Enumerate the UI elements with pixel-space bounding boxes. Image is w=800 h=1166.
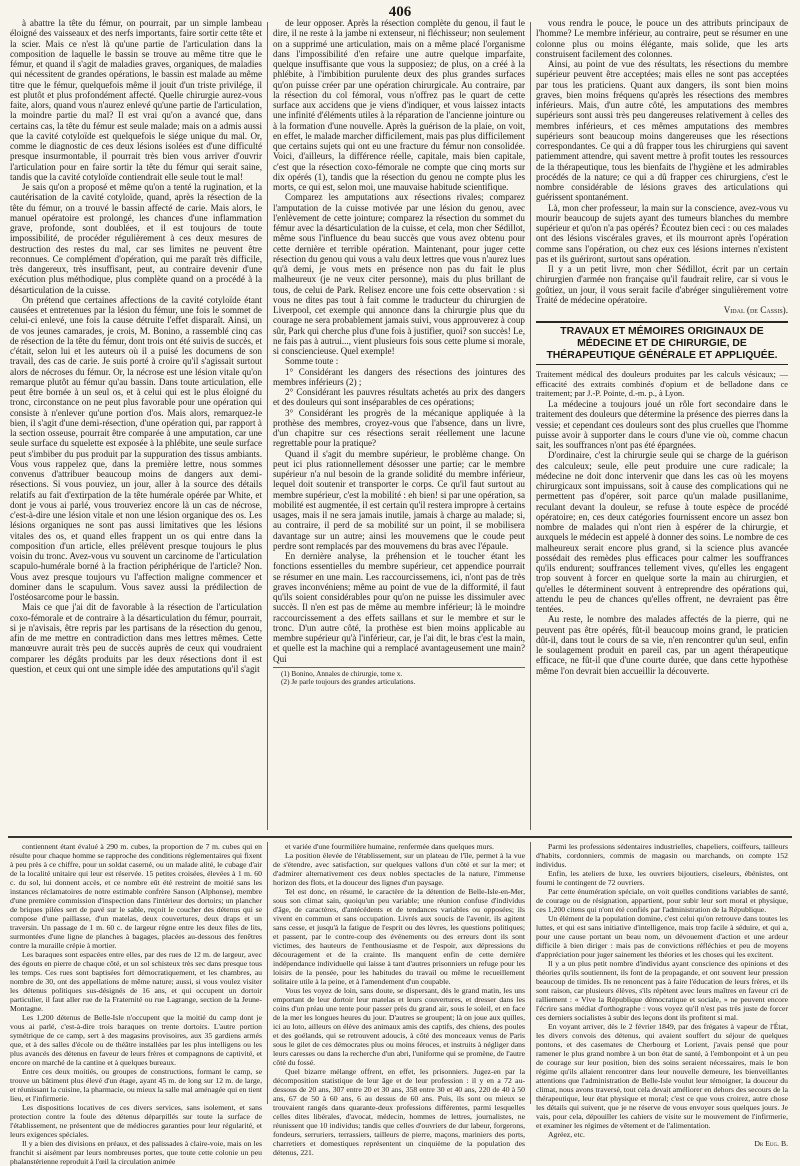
paragraph: contiennent étant évalué à 290 m. cubes, la proportion de 7 m. cubes qui en résulte pour chaque homme se rapproche des conditions réglementaires qui fixent à peu près à ce chiffre, pour un soldat caserné, ou un malade alité, le cubage d'air de la localité unitaire qui leur est réservée. 15 petites croisées, élevées à 1 m. 60 c. du sol, lui donnent accès, et ce nombre eût été restreint de moitié sans les instances réclamatoires de notre estimable confrère Sanson (Alphonse), membre d'une première commission d'inspection dans l'intérieur des dortoirs; un plancher de briques pilées sert de pavé sur le sable, reçoit le coucher des détenus qui se compose d'une paillasse, d'un matelas, deux couvertures, deux draps et un traversin. Un passage de 1 m. 60 c. de largeur règne entre les deux files de lits, surmontées d'une ligne de planches à bagages, placées au-dessous des fenêtres contre la muraille crépie à mortier. — [10, 842, 262, 950]
paragraph: Quel bizarre mélange offrent, en effet, les prisonniers. Jugez-en par la décomposition statistique de leur âge et de leur profession : il y en a 72 au-dessous de 20 ans, 307 entre 20 et 30 ans, 358 entre 30 et 40 ans, 220 de 40 à 50 ans, 67 de 50 à 60 ans, 6 au dessus de 60 ans. Puis, ils sont ou mieux se trouvaient rangés dans quarante-deux professions différentes, parmi lesquelles celles dites libérales, d'avocat, médecin, hommes de lettres, journalistes, ne réunissent que 10 individus; tandis que celles d'ouvriers de dur labeur, forgerons, fondeurs, serruriers, terrassiers, tailleurs de pierre, maçons, mariniers des ports, charretiers et domestiques représentent un cinquième de la population des détenus, 221. — [273, 1067, 525, 1157]
paragraph: Il y a bien des divisions en préaux, et des palissades à claire-voie, mais on les franchit si aisément par leurs nombreuses portes, que toute cette colonie un peu phalanstérienne reproduit à l'œil la circulation animée — [10, 1139, 262, 1166]
lower-column-3-body — [536, 842, 788, 1139]
paragraph: Là, mon cher professeur, la main sur la conscience, avez-vous vu mourir beaucoup de sujets ayant des tumeurs blanches du membre supérieur et qu'on n'a pas opérés? Écoutez bien ceci : ou ces malades ont des lésions viscérales graves, et ils mourront après l'opération comme sans l'opération, ou chez eux ces lésions internes n'existent pas et ils guériront, surtout sans opération. — [536, 202, 788, 264]
upper-column-2-body — [273, 18, 525, 664]
paragraph: La position élevée de l'établissement, sur un plateau de l'île, permet à la vue de s'étendre, avec satisfaction, sur quelques vallons d'un côté et sur la mer; et d'admirer alternativement ces deux nobles spectacles de la nature, l'immense horizon des flots, et la douceur des lignes d'un paysage. — [273, 851, 525, 887]
paragraph: et variée d'une fourmilière humaine, renfermée dans quelques murs. — [285, 842, 494, 851]
article-body — [536, 399, 788, 676]
paragraph: Comparez les amputations aux résections rivales; comparez l'amputation de la cuisse motivée par une lésion du genou, avec l'enlèvement de cette jointure; comparez la résection du sommet du fémur avec la désarticulation de la cuisse, et cela, mon cher Sédillot, même sous l'influence du beau succès que vous avez obtenu pour cette dernière et terrible opération. Maintenant, pour juger cette résection du genou qui vous a valu deux lettres que vous n'aurez lues qu'à demi, je vous mets en présence non pas du fait le plus malheureux (je ne veux citer personne), mais du plus brillant de tous, de celui de Park. Relisez encore une fois cette observation : si vous ne dites pas tout à fait comme le traducteur du chirurgien de Liverpool, cet exemple qui annonce dans la chirurgie plus que du courage ne sera probablement jamais suivi, vous approuverez à coup sûr, Park qui cherche plus d'une fois à justifier, quoi? son succès! Le, ne fais pas à autrui..., vient plusieurs fois sous cette plume si morale, si consciencieuse. Quel exemple! — [273, 192, 525, 356]
paragraph: Les dispositions locatives de ces divers services, sans isolement, et sans protection contre la foule des détenus déparpillés sur toute la surface de l'établissement, ne présentent que de médiocres garanties pour leur régularité, et leurs exigences spéciales. — [10, 1103, 262, 1139]
paragraph: Parmi les professions sédentaires industrielles, chapeliers, coiffeurs, tailleurs d'habits, cordonniers, commis de magasin ou marchands, on compte 152 individus. — [536, 842, 788, 869]
upper-column-3 — [536, 18, 788, 830]
upper-column-1 — [10, 18, 262, 830]
paragraph: Quand il s'agit du membre supérieur, le problème change. On peut ici plus rationnellement désosser une partie; car le membre supérieur n'a nul besoin de la grande solidité du membre inférieur, lequel doit soutenir et transporter le corps. Ce qu'il faut surtout au membre supérieur, c'est la mobilité : eh bien! si par une opération, sa mobilité est augmentée, il est certain qu'il restera impropre à certains usages, mais il ne sera jamais inutile, jamais à charge au malade; si, au contraire, il perd de sa mobilité sur un point, il se mobilisera davantage sur un autre; ainsi les mouvemens que le coude peut perdre sont remplacés par des mouvemens du bras avec l'épaule. — [273, 448, 525, 551]
signature-eug-b: Dr Eug. B. — [754, 1139, 788, 1148]
footnote-2: (2) Je parle toujours des grandes articulations. — [281, 677, 416, 687]
footnote-1: (1) Bonino, Annales de chirurgie, tome x. — [281, 668, 403, 678]
letter-conclusion — [536, 18, 788, 305]
column-rule — [267, 22, 268, 830]
paragraph: Je sais qu'on a proposé et même qu'on a tenté la rugination, et la cautérisation de la cavité cotyloïde, quand, après la résection de la tête du fémur, on a trouvé le bassin affecté de carie. Mais alors, le manuel opératoire est prolongé, les chances d'une inflammation grave, profonde, sont doublées, et il est toujours de toute impossibilité, de procéder régulièrement à ces deux mesures de destruction des restes du mal, car ses limites ne peuvent être reconnues. Ce complément d'opération, qui me paraît très difficile, très dangereux, très insuffisant, peut, au contraire devenir d'une exécution plus méthodique, plus complète quand on a procédé à la désarticulation de la cuisse. — [10, 182, 262, 295]
footnotes — [273, 667, 525, 687]
paragraph: Tel est donc, en résumé, le caractère de la détention de Belle-Isle-en-Mer, sous son climat sain, quoiqu'un peu variable; une réunion confuse d'individus d'âge, de caractères, d'antécédents et de tendances variables ou opposées; ils vivent en commun et sans occupation. Livrés aux soucis de l'avenir, ils agitent sans cesse, et jusqu'à la fatigue de l'esprit ou des lèvres, les questions politiques; et passent, par le contre-coup des événements ou des erreurs dont ils sont victimes, des hauteurs de l'enthousiasme et de l'espoir, aux dépressions du découragement et de la crainte. Ils manquent enfin de cette dernière indépendance individuelle qui laisse à tant d'autres prisonniers un refuge pour les loisirs de la pensée, pour les habitudes du travail ou même le recueillement solitaire utile à la peine, et à l'amendement d'un coupable. — [273, 887, 525, 986]
paragraph: 1° Considérant les dangers des résections des jointures des membres inférieurs (2) ; — [273, 366, 525, 387]
paragraph: Les baraques sont espacées entre elles, par des rues de 12 m. de largeur, avec des égouts en pierre de chaque côté, et un sol schisteux très sec dans presque tous les temps. Ces rues sont baptisées fort démocratiquement, et les chambres, au nombre de 30, ont des appellations de même nature; aussi, si vous voulez visiter les détenus politiques sus-désignés de 16 ans, et qui occupent un dortoir particulier, il faut aller rue de la Fraternité ou rue Lagrange, section de la Jeune-Montagne. — [10, 950, 262, 1013]
paragraph: On prétend que certaines affections de la cavité cotyloïde étant causées et entretenues par la lésion du fémur, une fois le sommet de celui-ci enlevé, une fois la cause détruite l'effet disparaît. Ainsi, un de vos jeunes camarades, je crois, M. Bonino, a rassemblé cinq cas de résection de la tête du fémur, dont trois ont été suivis de succès, et c'était, selon lui et les auteurs où il a puisé les documens de son travail, des cas de carie. Je suis porté à croire qu'il s'agissait surtout alors de nécroses du fémur. Or, la nécrose est une lésion vitale qu'on remarque plutôt au fémur qu'au bassin. Dans toute articulation, elle peut être bornée à un seul os, et à celui qui est le plus éloigné du tronc, circonstance on ne peut plus favorable pour une opération qui consiste à n'enlever qu'une portion d'os. Mais alors, remarquez-le bien, il s'agit d'une demi-résection, d'une opération qui, par rapport à la section osseuse, pourrait être comparée à une amputation, car une seule surface du squelette est exposée à la phlébite, une seule surface peut s'imbiber du pus produit par la suppuration des tissus ambiants. Vous vous rappelez que, dans la première lettre, nous sommes convenus d'attribuer beaucoup moins de dangers aux demi-résections. Si vous pouviez, un jour, aller à la source des détails relatifs au fait d'extirpation de la tête humérale opérée par White, et dont je vous ai parlé, vous trouveriez encore là un cas de nécrose, c'est-à-dire une lésion vitale et non une lésion organique des os. Les lésions organiques ne sont pas aussi limitatives que les lésions vitales des os, et quand elles frappent un os qui entre dans la composition d'un article, elles prélèvent presque toujours le plus voisin du tronc. Avez-vous vu souvent un carcinome de l'articulation scapulo-humérale borné à la fraction périphérique de l'article? Non. Vous avez presque toujours vu l'affection maligne commencer et dominer dans le scapulum. Vous savez aussi la prédilection de l'ostéosarcome pour le bassin. — [10, 294, 263, 602]
paragraph: Un élément de la population domine, c'est celui qu'on retrouve dans toutes les luttes, et qui est sans initiative d'intelligence, mais trop facile à séduire, et qui a, pour une cause portant un beau nom, un dévouement d'action et une ardeur difficile à bien diriger : mais pas de convictions réfléchies et peu de moyens d'appréciation pour juger sainement les théories et les choses qui les excitent. — [536, 914, 788, 959]
lower-column-1 — [10, 842, 262, 1166]
paragraph: Au reste, le nombre des malades affectés de la pierre, qui ne peuvent pas être opérés, fût-il beaucoup moins grand, le praticien dût-il, dans tout le cours de sa vie, n'en rencontrer qu'un seul, enfin le soulagement produit en pareil cas, par un agent thérapeutique efficace, ne fût-il que d'une courte durée, que dans cette hypothèse même l'on devrait bien accueillir la découverte. — [536, 614, 788, 676]
paragraph: D'ordinaire, c'est la chirurgie seule qui se charge de la guérison des calculeux; seule, elle peut produire une cure radicale; la médecine ne doit donc intervenir que dans les cas où les moyens chirurgicaux sont impuissans, soit à cause des complications qui ne permettent pas d'opérer, soit parce qu'un malade pusillanime, reculant devant la douleur, se refuse à toute espèce de procédé opératoire; en, ces deux catégories fournissent encore un assez bon nombre de malades qui n'ont rien à espérer de la chirurgie, et auxquels le médecin est appelé à donner des soins. Le nombre de ces malheureux serait encore plus grand, si la science plus avancée possédait des remèdes plus efficaces pour calmer les souffrances qu'ils endurent; souffrances tellement vives, qu'elles les engagent trop souvent à forcer en quelque sorte la main au chirurgien, et qu'elles le déterminent souvent à entreprendre des opérations qui, attendu le peu de chances qu'elles offrent, ne devraient pas être tentées. — [536, 450, 788, 615]
paragraph: Mais ce que j'ai dit de favorable à la résection de l'articulation coxo-fémorale et de contraire à la désarticulation du fémur, pourrait, si je n'avisais, être repris par les partisans de la résection du genou, afin de me mettre en contradiction dans mes lettres mêmes. Cette manœuvre aurait très peu de succès auprès de ceux qui voudraient comparer les dégâts produits par les deux résections dont il est question, et ceux qui ont une simple idée des amputations qu'il s'agit — [10, 602, 262, 674]
upper-column-2 — [273, 18, 525, 830]
lower-column-3 — [536, 842, 788, 1148]
paragraph: En voyant arriver, dès le 2 février 1849, par des frégates à vapeur de l'État, les divers convois des détenus, qui avaient souffert du séjour de quelques pontons, et des casemates de Cherbourg et Lorient, j'avais pensé que pour ramener le plus grand nombre à un bon état de santé, à l'embonpoint et à un peu de courage sur leur position, bien des soins seraient nécessaires, mais le bon régime qu'ils allaient rencontrer dans leur nouvelle demeure, les bienveillantes attentions que l'administration de Belle-Isle voulut leur témoigner, la douceur du climat, nous avons traversé, tout cela devait améliorer en dehors des secours de la thérapeutique, leur état physique et moral; c'est ce que vous croirez, autre chose les détails qui suivent, que je ne réserve de vous envoyer sous quelques jours. Je vais, pour cela, dépouiller les cahiers de visite sur le mouvement de l'infirmerie, et examiner les régimes de vêtement et de l'alimentation. — [536, 1022, 788, 1130]
paragraph: 2° Considérant les pauvres résultats achetés au prix des dangers et des douleurs qui sont inséparables de ces opérations; — [273, 387, 525, 408]
column-rule — [530, 842, 531, 1104]
paragraph: à abattre la tête du fémur, on pourrait, par un simple lambeau éloigné des vaisseaux et des nerfs importants, faire sortir cette tête et la scier. Mais ce n'est là qu'une partie de l'articulation dans la composition de laquelle le bassin se trouve au même titre que le fémur, et quand il s'agit de maladies graves, organiques, de maladies qui nécessitent de grandes opérations, le bassin est malade au même titre que le fémur, quelquefois même il jouit d'un triste privilége, il est plutôt et plus profondément affecté. Quelle chirurgie aurez-vous faite, alors, quand vous n'aurez enlevé qu'une partie de l'articulation, la moindre partie du mal? Il est vrai qu'on a avancé que, dans certains cas, la tête du fémur est seule malade; mais on a admis aussi que la cavité cotyloïde est quelquefois le siége unique du mal. Or, comme le diagnostic de ces deux lésions isolées est d'une difficulté presque insurmontable, il pourrait très bien vous arriver d'ouvrir l'articulation pour en faire sortir la tête du fémur qui serait saine, tandis que la cavité cotyloïde contiendrait elle seule tout le mal! — [10, 18, 262, 182]
paragraph: de leur opposer. Après la résection complète du genou, il faut le dire, il ne reste à la jambe ni extenseur, ni fléchisseur; non seulement on a supprimé une articulation, mais on a même placé l'organisme dans l'impossibilité d'en refaire une autre quelque imparfaite, quelque insuffisante que vous la supposiez; de plus, on a créé à la phlébite, à l'imbibition purulente deux des plus grandes surfaces qu'on puisse créer par une opération chirurgicale. Au contraire, par la résection du col fémoral, vous n'offrez pas le quart de cette surface aux accidens que je viens d'indiquer, et vous laissez intacts une infinité d'éléments utiles à la réparation de l'ancienne jointure ou à la formation d'une nouvelle. Après la guérison de la plaie, on voit, en effet, le malade marcher difficilement, mais pas plus difficilement que certains sujets qui ont eu une fracture du fémur non consolidée. Voici, d'ailleurs, la différence réelle, capitale, mais bien capitale, c'est que la résection coxo-fémorale ne compte que cinq morts sur dix opérés (1), tandis que la résection du genou ne compte plus les morts, ce qui est, selon moi, une mauvaise habitude scientifique. — [273, 18, 525, 192]
lower-column-2 — [273, 842, 525, 1157]
paragraph: Enfin, les ateliers de luxe, les ouvriers bijoutiers, ciseleurs, ébénistes, ont fourni le contingent de 72 ouvriers. — [536, 869, 788, 887]
paragraph: Les 1,200 détenus de Belle-Isle n'occupent que la moitié du camp dont je vous ai parlé, c'est-à-dire trois baraques on trente dortoirs. L'autre portion symétrique de ce camp, sert à des magasins provisoires, aux 35 gardiens armés que, et à des salles d'école ou de théâtre installées par les plus intelligens ou les plus avancés des détenus en faveur de leurs frères et compagnons de captivité, et encore on marché de la cantine et à quelques bureaux. — [10, 1013, 262, 1067]
paragraph: Agréez, etc. — [548, 1130, 585, 1139]
paragraph: Par cette énumération spéciale, on voit quelles conditions variables de santé, de courage ou de résignation, appartient, pour subir leur sort moral et physique, ces 1,200 citens qui n'ont été confiés par l'administration de la République. — [536, 887, 788, 914]
paragraph: Ainsi, au point de vue des résultats, les résections du membre supérieur peuvent être acceptées; mais elles ne sont pas acceptées par tous les praticiens. Quant aux dangers, ils sont bien moins graves, bien moins fréquens qu'après les résections des membres inférieurs. Mais, d'un autre côté, les amputations des membres supérieurs sont aussi très peu dangereuses relativement à celles des membres inférieurs, et ces mêmes amputations des membres supérieurs sont beaucoup moins dangereuses que les résections correspondantes. Ce qui a dû frapper tous les chirurgiens qui savent patiemment attendre, qui savent mettre à profit toutes les ressources de la thérapeutique, tous les bienfaits de l'hygiène et les admirables procédés de la nature; ce qui a dû frapper ces chirurgiens, c'est le nombre considérable de lésions graves des articulations qui guérissent spontanément. — [536, 59, 788, 203]
paragraph: vous rendra le pouce, le pouce un des attributs principaux de l'homme? Le membre inférieur, au contraire, peut se résumer en une colonne plus ou moins élégante, mais solide, que les arts construisent facilement des colonnes. — [536, 18, 788, 59]
signature-vidal: Vidal (de Cassis). — [723, 305, 788, 315]
paragraph: La médecine a toujours joué un rôle fort secondaire dans le traitement des douleurs que détermine la présence des pierres dans la vessie; et cependant ces douleurs sont des plus cruelles que l'homme puisse avoir à supporter dans le cours d'une vie où, comme chacun sait, les souffrances n'ont pas été épargnées. — [536, 399, 788, 451]
section-divider — [8, 836, 792, 838]
page-number: 406 — [388, 4, 412, 20]
section-heading: TRAVAUX ET MÉMOIRES ORIGINAUX DE MÉDECINE ET DE CHIRURGIE, DE THÉRAPEUTIQUE GÉNÉRALE ET APPLIQUÉE. — [536, 321, 788, 365]
paragraph: Il y a un petit livre, mon cher Sédillot, écrit par un certain chirurgien d'armée non française qu'il faudrait relire, car si vous le goûtiez, un jour, il vous serait facile d'abréger singulièrement votre Traité de médecine opératoire. — [536, 264, 788, 305]
column-rule — [267, 842, 268, 1104]
paragraph: Entre ces deux moitiés, ou groupes de constructions, formant le camp, se trouve un bâtiment plus élevé d'un étage, ayant 45 m. de long sur 12 m. de large, et réunissant la cuisine, la pharmacie, ou mieux la salle mal aménagée qui en tient lieu, et l'infirmerie. — [10, 1067, 262, 1103]
paragraph: Il y a un plus petit nombre d'individus ayant conscience des opinions et des théories qu'ils soutiennent, ils font de la propagande, et ont souvent leur pression beaucoup de timides. Ils ne renoncent pas à faire l'éducation de leurs frères, et ils sont raison, car plusieurs élèves, s'ils répètent avec leurs maîtres en faveur cri de ralliement : « Vive la République démocratique et sociale, » ne peuvent encore l'écrire sans médiat d'orthographe : vous voyez qu'il n'est pas très juste de forcer ces derniers socialistes à subir des leçons dont ils profitent si mal. — [536, 959, 788, 1022]
column-rule — [530, 22, 531, 830]
paragraph: 3° Considérant les progrès de la mécanique appliquée à la prothèse des membres, croyez-vous que l'absence, dans un livre, d'un chapitre sur ces résections serait réellement une lacune regrettable pour la pratique? — [273, 407, 525, 449]
paragraph: En dernière analyse, la préhension et le toucher étant les fonctions essentielles du membre supérieur, cet appendice pourrait se résumer en une main. Les raccourcissemens, ici, n'ont pas de très graves inconvéniens; même au point de vue de la difformité, il faut qu'ils soient considérables pour qu'on ne puisse les dissimuler avec succès. Il n'en est pas de même au membre inférieur; là le moindre raccourcissement a des effets saillans et sur le membre et sur le tronc. D'un autre côté, la prothèse est bien moins applicable au membre supérieur qu'à l'inférieur, car, je l'ai dit, le bras c'est la main, et quelle est la machine qui a remplacé avantageusement une main? Qui — [273, 551, 525, 664]
article-title: Traitement médical des douleurs produites par les calculs vésicaux; — efficacité des extraits combinés d'opium et de belladone dans ce traitement; par J.-P. Pointe, d.-m. p., à Lyon. — [536, 370, 788, 399]
paragraph: Somme toute : — [285, 356, 339, 367]
paragraph: Vous les voyez de loin, sans doute, se dispersant, dès le grand matin, les uns emportant de leur dortoir leur matelas et leurs couvertures, et dresser dans les coins d'un préau une tente pour passer près du grand air, sous le soleil, et en face de la mer les longues heures du jour. D'autres se groupent; là on joue aux quilles, ici au loto, ailleurs on élève des animaux amis des captifs, des chiens, des poules et des goélands, qui se retrouvent adoucis, à côté des monceaux venus de Paris sous le gilet de ces démocrates plus ou moins féroces, et instruits à négliger dans leurs caresses ou dans la recherche d'un abri, l'uniforme qui se promène, de l'autre côté du fossé. — [273, 986, 525, 1067]
